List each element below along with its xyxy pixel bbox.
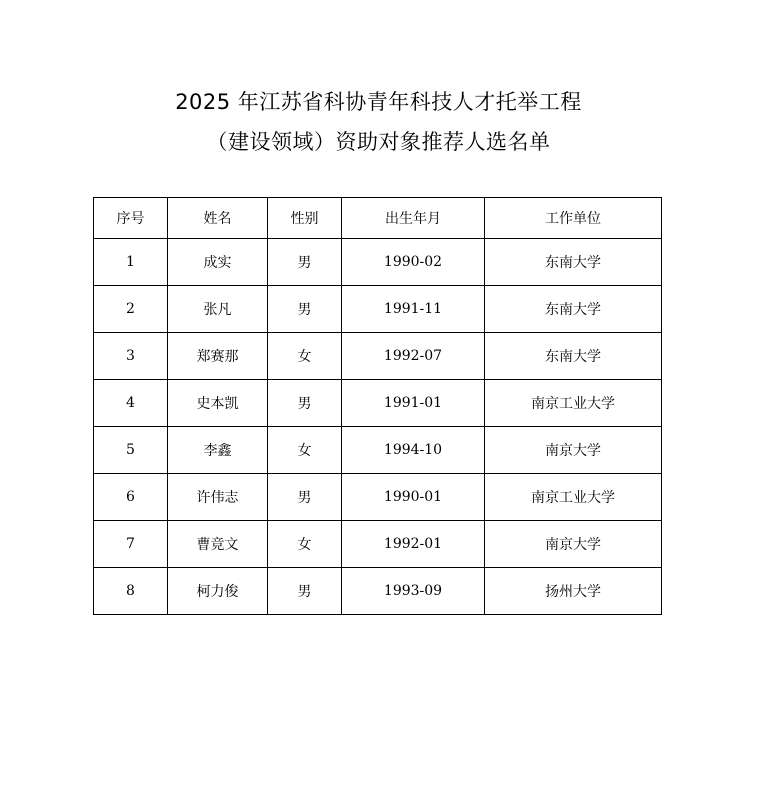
cell-index: 5 [94, 427, 168, 474]
title-line-1: 2025 年江苏省科协青年科技人才托举工程 [175, 90, 582, 114]
cell-gender: 女 [268, 427, 342, 474]
cell-index: 4 [94, 380, 168, 427]
cell-index: 3 [94, 333, 168, 380]
table-row [94, 474, 662, 521]
cell-birth-date: 1991-11 [342, 286, 485, 333]
cell-birth-date: 1990-02 [342, 239, 485, 286]
cell-gender: 男 [268, 380, 342, 427]
table-row [94, 427, 662, 474]
cell-workplace: 东南大学 [485, 286, 662, 333]
cell-workplace: 南京大学 [485, 521, 662, 568]
candidate-table [93, 197, 662, 615]
cell-birth-date: 1991-01 [342, 380, 485, 427]
cell-name: 史本凯 [168, 380, 268, 427]
cell-gender: 女 [268, 521, 342, 568]
table-row [94, 521, 662, 568]
cell-index: 6 [94, 474, 168, 521]
cell-birth-date: 1990-01 [342, 474, 485, 521]
cell-workplace: 南京工业大学 [485, 380, 662, 427]
column-header-index: 序号 [94, 198, 168, 239]
table-row [94, 333, 662, 380]
cell-name: 许伟志 [168, 474, 268, 521]
column-header-birth-date: 出生年月 [342, 198, 485, 239]
column-header-workplace: 工作单位 [485, 198, 662, 239]
cell-gender: 男 [268, 474, 342, 521]
cell-gender: 男 [268, 568, 342, 615]
cell-name: 柯力俊 [168, 568, 268, 615]
cell-birth-date: 1993-09 [342, 568, 485, 615]
cell-workplace: 南京工业大学 [485, 474, 662, 521]
table-row [94, 286, 662, 333]
cell-workplace: 南京大学 [485, 427, 662, 474]
cell-index: 7 [94, 521, 168, 568]
cell-gender: 女 [268, 333, 342, 380]
cell-index: 1 [94, 239, 168, 286]
title-line-2: （建设领域）资助对象推荐人选名单 [206, 130, 551, 154]
cell-birth-date: 1992-01 [342, 521, 485, 568]
cell-name: 李鑫 [168, 427, 268, 474]
cell-index: 2 [94, 286, 168, 333]
column-header-name: 姓名 [168, 198, 268, 239]
table-row [94, 568, 662, 615]
cell-gender: 男 [268, 286, 342, 333]
cell-birth-date: 1994-10 [342, 427, 485, 474]
cell-name: 郑赛那 [168, 333, 268, 380]
table-row [94, 380, 662, 427]
column-header-gender: 性别 [268, 198, 342, 239]
cell-name: 曹竞文 [168, 521, 268, 568]
table-row [94, 239, 662, 286]
document-title [0, 82, 757, 162]
cell-workplace: 东南大学 [485, 239, 662, 286]
table-header-row [94, 198, 662, 239]
cell-name: 成实 [168, 239, 268, 286]
cell-gender: 男 [268, 239, 342, 286]
cell-workplace: 东南大学 [485, 333, 662, 380]
cell-index: 8 [94, 568, 168, 615]
cell-birth-date: 1992-07 [342, 333, 485, 380]
cell-workplace: 扬州大学 [485, 568, 662, 615]
cell-name: 张凡 [168, 286, 268, 333]
